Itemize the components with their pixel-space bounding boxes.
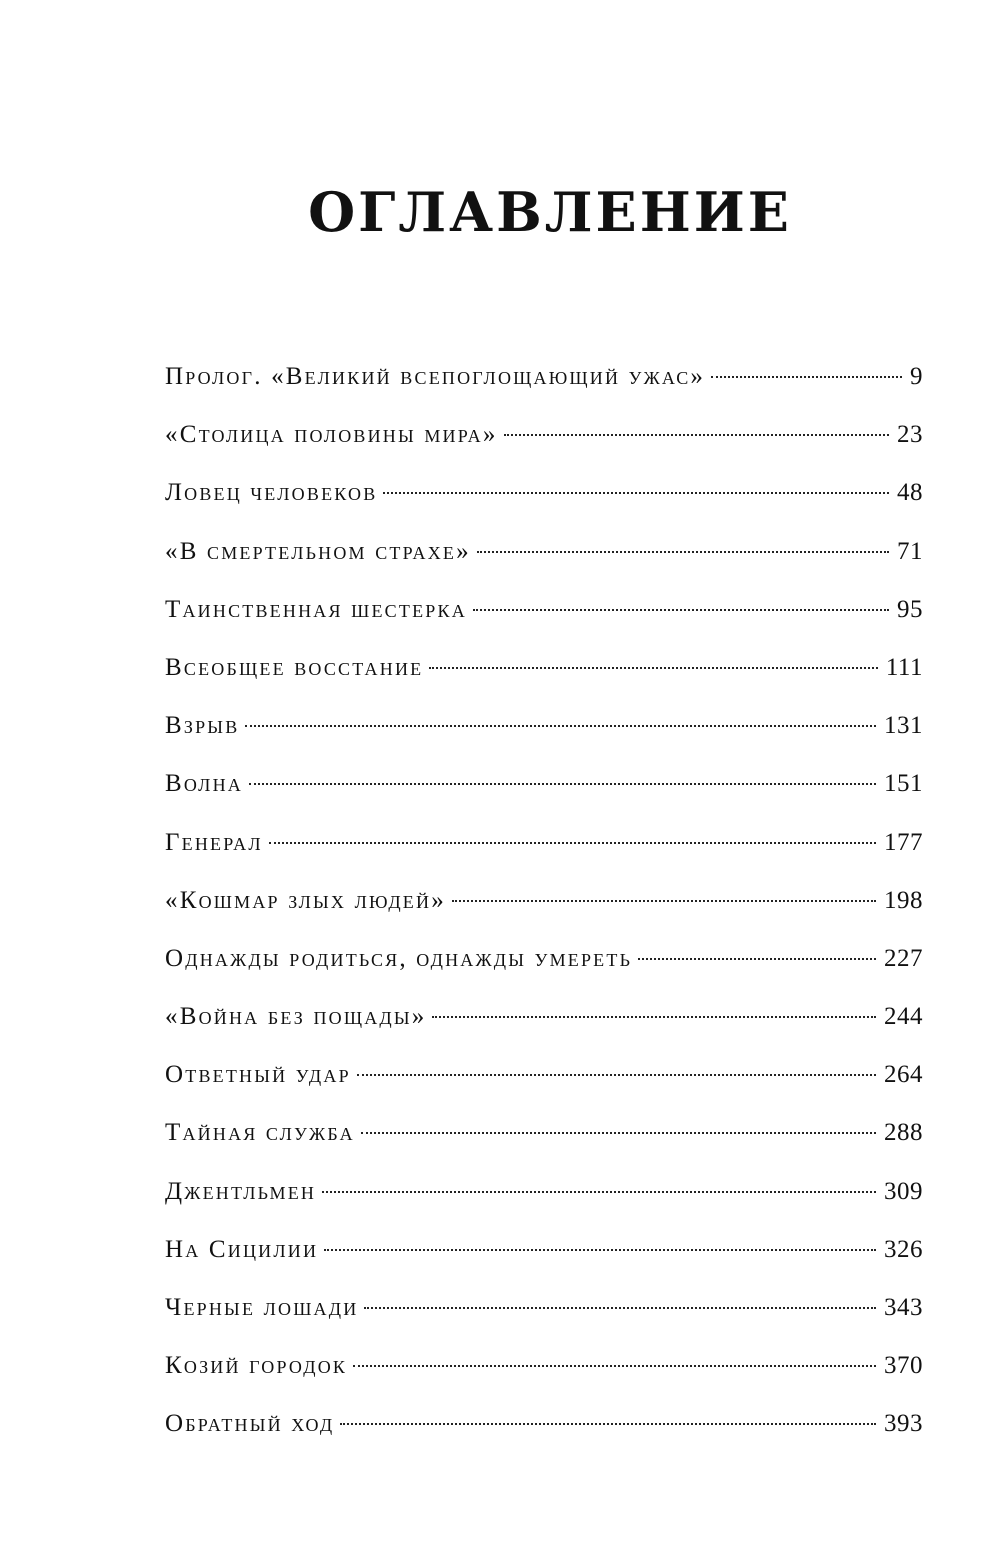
toc-entry-title: Ответный удар [165, 1061, 351, 1089]
toc-entry-title: Обратный ход [165, 1410, 335, 1438]
toc-entry [165, 1055, 923, 1113]
toc-entry-title: Ловец человеков [165, 479, 378, 507]
toc-entry-page-number: 48 [897, 479, 923, 507]
dot-leader [429, 667, 878, 669]
toc-entry-title: Джентльмен [165, 1177, 317, 1205]
dot-leader [245, 725, 876, 727]
toc-entry [165, 1346, 923, 1404]
toc-entry [165, 939, 923, 997]
dot-leader [324, 1249, 876, 1251]
toc-entry-page-number: 23 [897, 421, 923, 449]
toc-entry [165, 997, 923, 1055]
toc-entry-page-number: 71 [897, 537, 923, 565]
dot-leader [357, 1074, 876, 1076]
toc-entry-title: Тайная служба [165, 1119, 355, 1147]
dot-leader [364, 1307, 876, 1309]
toc-entry [165, 1230, 923, 1288]
toc-entry [165, 415, 923, 473]
toc-entry [165, 357, 923, 415]
toc-entry-page-number: 370 [884, 1352, 923, 1380]
toc-entry-page-number: 198 [884, 886, 923, 914]
toc-entry-page-number: 288 [884, 1119, 923, 1147]
toc-entry [165, 648, 923, 706]
toc-entry [165, 473, 923, 531]
toc-entry [165, 1113, 923, 1171]
toc-entry [165, 590, 923, 648]
toc-entry-title: Черные лошади [165, 1294, 359, 1321]
toc-entry [165, 823, 923, 881]
dot-leader [477, 551, 889, 553]
toc-entry-title: Волна [165, 770, 243, 798]
toc-entry [165, 1172, 923, 1230]
dot-leader [452, 900, 876, 902]
toc-entry [165, 532, 923, 590]
dot-leader [711, 376, 902, 378]
dot-leader [322, 1191, 876, 1193]
toc-entry-title: «В смертельном страхе» [165, 537, 471, 565]
toc-entry-page-number: 9 [910, 363, 923, 390]
dot-leader [432, 1016, 876, 1018]
dot-leader [249, 783, 876, 785]
dot-leader [269, 842, 876, 844]
toc-entry-page-number: 326 [884, 1235, 923, 1263]
toc-entry-title: Генерал [165, 828, 263, 856]
toc-entry-page-number: 227 [884, 944, 923, 972]
page-title: ОГЛАВЛЕНИЕ [308, 180, 792, 244]
toc-entry-page-number: 244 [884, 1003, 923, 1031]
toc-entry-page-number: 264 [884, 1061, 923, 1089]
toc-entry-page-number: 111 [885, 653, 923, 681]
dot-leader [638, 958, 876, 960]
toc-entry-title: Пролог. «Великий всепоглощающий ужас» [165, 363, 706, 390]
toc-entry-title: На Сицилии [165, 1235, 319, 1263]
toc-entry-page-number: 393 [884, 1410, 923, 1438]
toc-entry-title: Козий городок [165, 1352, 348, 1380]
toc-entry-title: Взрыв [165, 712, 240, 740]
dot-leader [504, 434, 889, 436]
toc-entry [165, 1288, 923, 1346]
toc-entry-title: «Столица половины мира» [165, 421, 498, 449]
toc-entry-page-number: 343 [884, 1294, 923, 1321]
toc-entry-title: Всеобщее восстание [165, 653, 424, 681]
toc-entry-page-number: 177 [884, 828, 923, 856]
toc-entry-page-number: 309 [884, 1177, 923, 1205]
toc-entry-title: Однажды родиться, однажды умереть [165, 944, 633, 972]
dot-leader [353, 1365, 876, 1367]
dot-leader [361, 1132, 876, 1134]
toc-entry [165, 764, 923, 822]
toc-entry [165, 1404, 923, 1462]
toc-entry-page-number: 131 [884, 712, 923, 740]
dot-leader [340, 1423, 876, 1425]
toc-entry-title: «Война без пощады» [165, 1003, 427, 1031]
toc-entry-title: Таинственная шестерка [165, 595, 467, 623]
toc-entry [165, 881, 923, 939]
toc-list [165, 357, 923, 1463]
toc-entry-page-number: 95 [897, 595, 923, 623]
toc-entry [165, 706, 923, 764]
toc-entry-page-number: 151 [884, 770, 923, 798]
dot-leader [383, 492, 889, 494]
toc-entry-title: «Кошмар злых людей» [165, 886, 446, 914]
dot-leader [473, 609, 889, 611]
